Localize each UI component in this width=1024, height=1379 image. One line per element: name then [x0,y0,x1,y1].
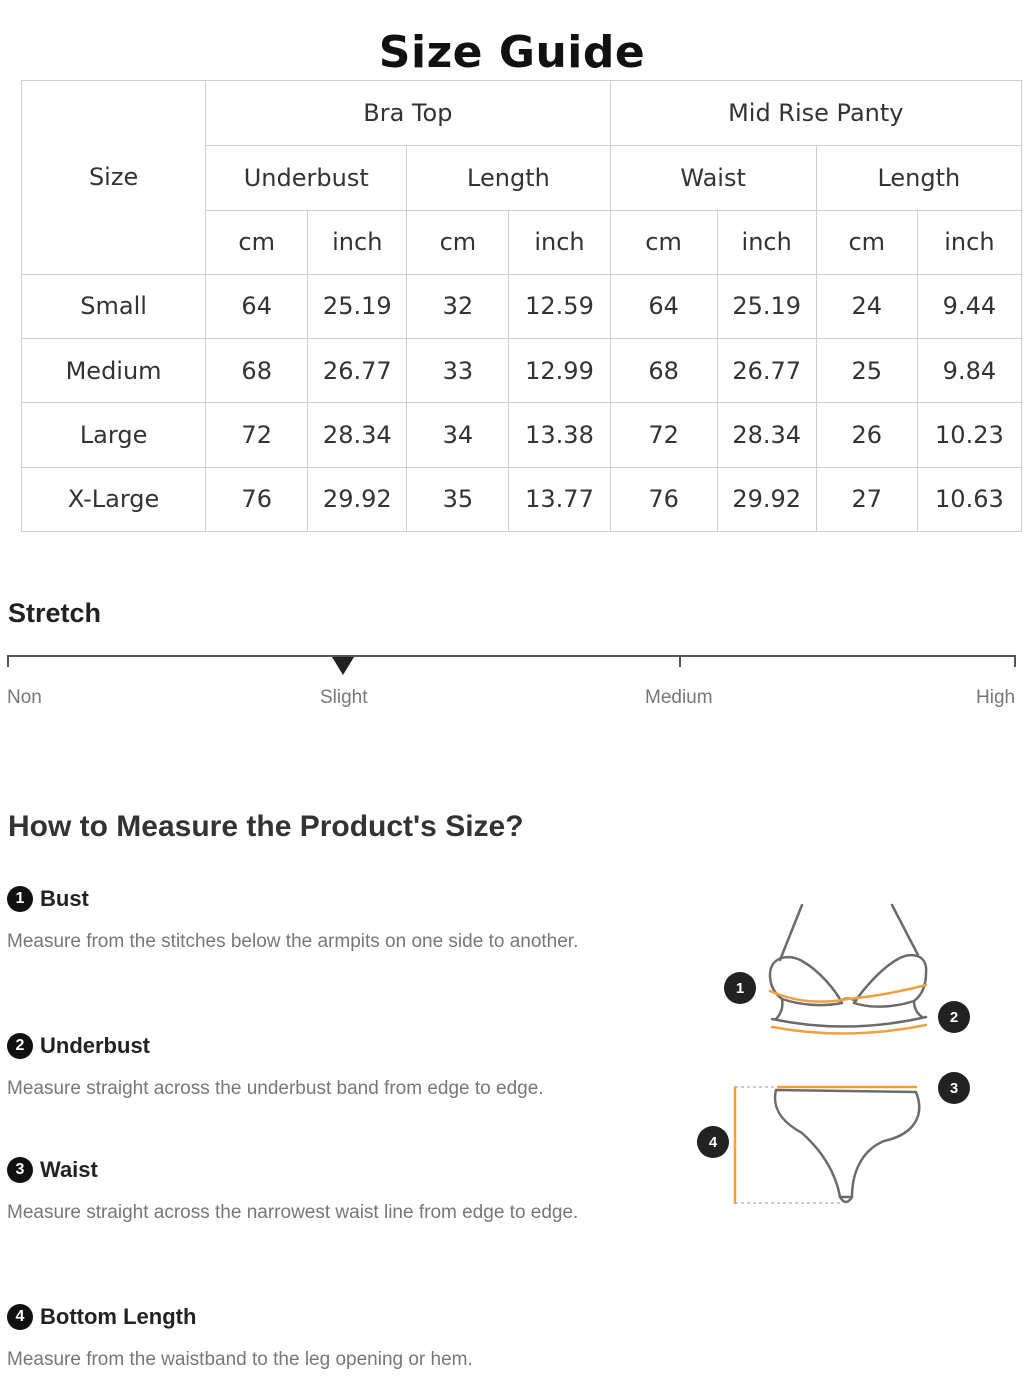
table-cell: 35 [407,467,509,531]
step-title: Bottom Length [40,1304,197,1329]
measure-step-waist [7,1157,597,1225]
table-cell: 28.34 [717,403,816,467]
step-title: Waist [40,1157,98,1182]
table-cell: 13.77 [509,467,610,531]
page-title: Size Guide [378,27,646,79]
table-cell: 9.44 [917,274,1021,338]
table-row [22,339,1022,403]
step-description: Measure from the waistband to the leg opening or hem. [7,1349,473,1370]
size-column-header: Size [22,81,206,275]
stretch-label-non: Non [7,687,42,708]
table-cell: 12.59 [509,274,610,338]
measure-heading: How to Measure the Product's Size? [8,810,524,843]
step-number-badge: 2 [7,1033,33,1059]
bikini-measure-illustration [690,895,980,1215]
unit-header: inch [917,210,1021,274]
stretch-label-slight: Slight [320,687,368,708]
table-row [22,467,1022,531]
table-cell: 13.38 [509,403,610,467]
table-cell: 10.63 [917,467,1021,531]
step-description: Measure straight across the underbust band from edge to edge. [7,1078,544,1099]
scale-tick [7,655,9,667]
step-number-badge: 3 [7,1157,33,1183]
table-cell: 27 [816,467,917,531]
measure-header-underbust: Underbust [206,146,407,210]
table-cell: 72 [610,403,717,467]
size-cell: Large [22,403,206,467]
table-cell: 68 [206,339,308,403]
stretch-heading: Stretch [8,598,102,628]
table-cell: 64 [610,274,717,338]
group-header-bra-top: Bra Top [206,81,610,146]
table-cell: 64 [206,274,308,338]
table-cell: 9.84 [917,339,1021,403]
table-cell: 68 [610,339,717,403]
step-description: Measure straight across the narrowest waist line from edge to edge. [7,1202,579,1223]
table-cell: 26 [816,403,917,467]
table-cell: 29.92 [717,467,816,531]
scale-line [7,655,1016,657]
table-cell: 33 [407,339,509,403]
stretch-marker-icon [332,657,354,675]
size-table [21,80,1022,532]
unit-header: inch [717,210,816,274]
svg-text:1: 1 [735,980,745,997]
table-cell: 10.23 [917,403,1021,467]
size-cell: Medium [22,339,206,403]
table-cell: 28.34 [308,403,407,467]
scale-tick [1014,655,1016,667]
stretch-label-medium: Medium [645,687,713,708]
unit-header: inch [509,210,610,274]
step-title: Bust [40,886,89,911]
table-cell: 24 [816,274,917,338]
unit-header: inch [308,210,407,274]
stretch-label-high: High [976,687,1016,708]
group-header-row [22,81,1022,146]
unit-header: cm [610,210,717,274]
unit-header: cm [206,210,308,274]
table-cell: 76 [610,467,717,531]
table-row [22,274,1022,338]
table-row [22,403,1022,467]
panty-outline-icon [775,1090,919,1202]
svg-text:2: 2 [949,1009,959,1026]
stretch-scale [0,645,1024,725]
badge-2-icon [938,1001,970,1033]
badge-1-icon [724,972,756,1004]
table-cell: 25.19 [717,274,816,338]
table-cell: 25.19 [308,274,407,338]
step-title: Underbust [40,1033,150,1058]
table-cell: 26.77 [308,339,407,403]
unit-header: cm [407,210,509,274]
group-header-mid-rise-panty: Mid Rise Panty [610,81,1021,146]
step-number-badge: 1 [7,886,33,912]
size-cell: Small [22,274,206,338]
scale-tick [679,655,681,667]
size-cell: X-Large [22,467,206,531]
svg-text:4: 4 [708,1134,718,1151]
table-cell: 25 [816,339,917,403]
table-cell: 32 [407,274,509,338]
table-cell: 72 [206,403,308,467]
measure-step-bust [7,886,597,954]
table-cell: 29.92 [308,467,407,531]
table-cell: 26.77 [717,339,816,403]
measure-step-underbust [7,1033,597,1101]
table-cell: 12.99 [509,339,610,403]
badge-4-icon [697,1126,729,1158]
unit-header: cm [816,210,917,274]
table-cell: 76 [206,467,308,531]
svg-text:3: 3 [949,1080,959,1097]
bra-outline-icon [770,905,926,1027]
measure-guides [735,1087,840,1203]
step-number-badge: 4 [7,1304,33,1330]
badge-3-icon [938,1072,970,1104]
measure-header-panty-length: Length [816,146,1021,210]
table-cell: 34 [407,403,509,467]
measure-header-bra-length: Length [407,146,610,210]
measure-header-waist: Waist [610,146,816,210]
step-description: Measure from the stitches below the armpits on one side to another. [7,931,579,952]
measure-step-bottom-length [7,1304,597,1372]
